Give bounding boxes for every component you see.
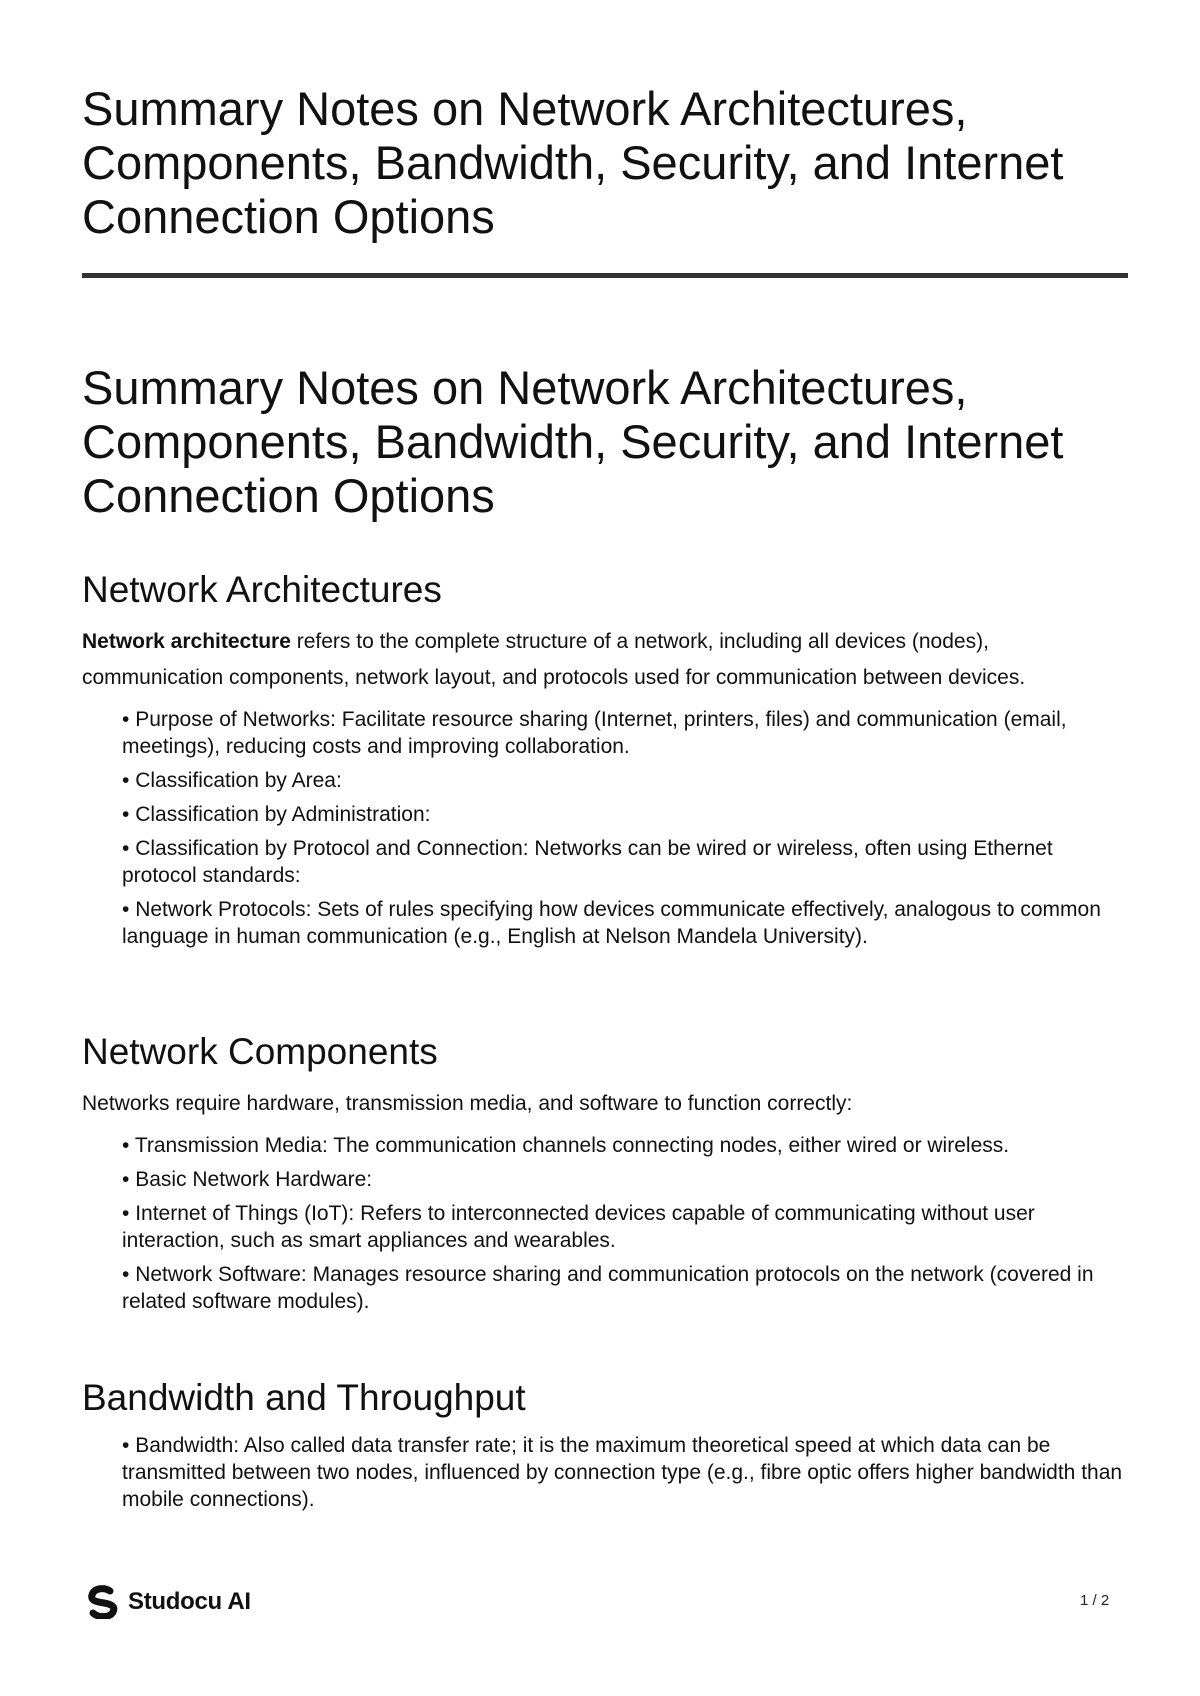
section-heading: Network Architectures [82,569,442,610]
list-item [122,835,1128,889]
list-item [122,706,1128,760]
list-item [122,767,1128,794]
bullet-list [82,1132,1128,1315]
list-item-text: Classification by Administration: [135,803,431,826]
bullet-icon: • [122,803,130,826]
list-item-text: Internet of Things (IoT): Refers to interconnected devices capable of communicating without user interaction, such as smart appliances and wearables. [122,1202,1035,1252]
list-item-text: Network Protocols: Sets of rules specifying how devices communicate effectively, analogous to common language in human communication (e.g., English at Nelson Mandela University). [122,898,1101,948]
section-network-architectures [82,568,1128,957]
title-divider [82,273,1128,278]
list-item [122,1132,1128,1159]
bullet-icon: • [122,1202,130,1225]
brand-name: Studocu AI [128,1588,251,1615]
list-item-text: Basic Network Hardware: [135,1168,373,1191]
list-item [122,1166,1128,1193]
document-subtitle: Summary Notes on Network Architectures, Components, Bandwidth, Security, and Internet Connection Options [82,361,1064,522]
list-item [122,1200,1128,1254]
section-network-components [82,1030,1128,1322]
bullet-icon: • [122,898,130,921]
list-item-text: Purpose of Networks: Facilitate resource sharing (Internet, printers, files) and communication (email, meetings), reducing costs and improving collaboration. [122,708,1067,758]
section-bandwidth-throughput [82,1376,1128,1520]
bullet-icon: • [122,837,130,860]
bullet-icon: • [122,708,130,731]
bullet-icon: • [122,1134,130,1157]
bullet-icon: • [122,1434,130,1457]
list-item [122,801,1128,828]
section-intro: Networks require hardware, transmission media, and software to function correctly: [82,1092,853,1115]
section-heading: Network Components [82,1031,438,1072]
bullet-list [82,1432,1128,1513]
document-title: Summary Notes on Network Architectures, Components, Bandwidth, Security, and Internet Connection Options [82,82,1064,243]
section-intro [82,624,1128,696]
bullet-icon: • [122,1168,130,1191]
studocu-logo-icon [86,1585,120,1619]
intro-text: refers to the complete structure of a network, including all devices (nodes), communication components, network layout, and protocols used for communication between devices. [82,630,1026,689]
list-item-text: Bandwidth: Also called data transfer rate; it is the maximum theoretical speed at which data can be transmitted between two nodes, influenced by connection type (e.g., fibre optic offers higher bandwidth than mobile connections). [122,1434,1123,1511]
list-item-text: Transmission Media: The communication channels connecting nodes, either wired or wireless. [134,1134,1010,1157]
page-indicator: 1 / 2 [1080,1592,1110,1609]
list-item [122,1432,1128,1513]
section-heading: Bandwidth and Throughput [82,1377,526,1418]
intro-bold-term: Network architecture [82,630,291,653]
list-item-text: Classification by Area: [135,769,342,792]
bullet-icon: • [122,1263,130,1286]
list-item [122,896,1128,950]
bullet-list [82,706,1128,950]
list-item [122,1261,1128,1315]
bullet-icon: • [122,769,130,792]
list-item-text: Classification by Protocol and Connection: Networks can be wired or wireless, often using Ethernet protocol standards: [122,837,1053,887]
list-item-text: Network Software: Manages resource sharing and communication protocols on the network (covered in related software modules). [122,1263,1094,1313]
footer-brand[interactable] [86,1584,251,1620]
